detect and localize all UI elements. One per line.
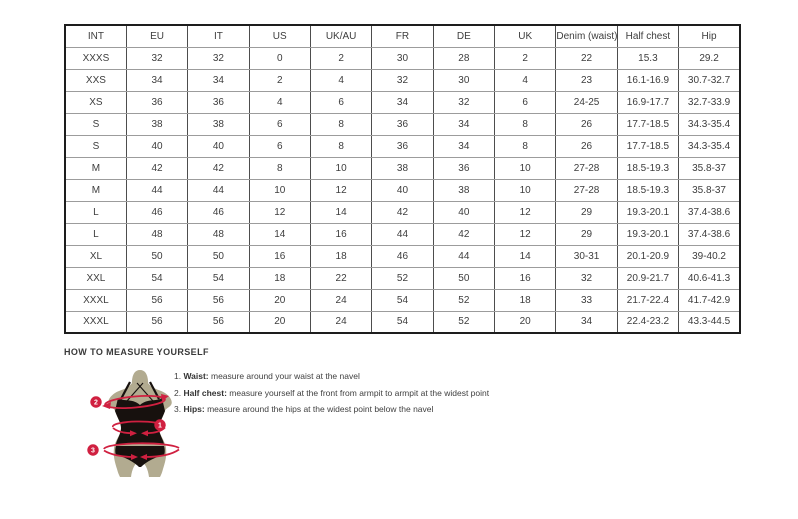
column-header: US [249, 25, 310, 47]
table-cell: 10 [495, 179, 556, 201]
table-cell: 18 [310, 245, 371, 267]
table-cell: XS [65, 91, 126, 113]
table-row [65, 201, 740, 223]
table-cell: 52 [372, 267, 433, 289]
column-header: Hip [679, 25, 740, 47]
table-row [65, 157, 740, 179]
table-cell: S [65, 135, 126, 157]
table-cell: 16 [249, 245, 310, 267]
table-cell: 32 [372, 69, 433, 91]
table-cell: 35.8-37 [679, 157, 740, 179]
table-cell: 40 [188, 135, 249, 157]
table-cell: 20 [495, 311, 556, 333]
table-cell: 8 [495, 113, 556, 135]
section-heading: HOW TO MEASURE YOURSELF [64, 347, 209, 357]
table-cell: 16 [495, 267, 556, 289]
table-cell: 30.7-32.7 [679, 69, 740, 91]
table-cell: 38 [188, 113, 249, 135]
table-cell: 16 [310, 223, 371, 245]
table-cell: 38 [372, 157, 433, 179]
table-cell: 15.3 [617, 47, 678, 69]
table-cell: 37.4-38.6 [679, 223, 740, 245]
table-cell: 46 [372, 245, 433, 267]
table-cell: L [65, 201, 126, 223]
table-cell: 29.2 [679, 47, 740, 69]
column-header: IT [188, 25, 249, 47]
table-header-row [65, 25, 740, 47]
badge-waist-number: 1 [158, 422, 162, 430]
badge-chest [90, 396, 101, 407]
table-cell: 40 [433, 201, 494, 223]
table-cell: 42 [372, 201, 433, 223]
table-cell: 34 [556, 311, 617, 333]
table-cell: 46 [126, 201, 187, 223]
table-cell: 34 [433, 113, 494, 135]
table-cell: 20.9-21.7 [617, 267, 678, 289]
table-cell: 12 [310, 179, 371, 201]
table-cell: 34.3-35.4 [679, 135, 740, 157]
table-cell: 50 [433, 267, 494, 289]
table-row [65, 289, 740, 311]
table-cell: 14 [495, 245, 556, 267]
table-cell: XXXS [65, 47, 126, 69]
table-cell: 40.6-41.3 [679, 267, 740, 289]
table-cell: 4 [310, 69, 371, 91]
table-cell: 32 [556, 267, 617, 289]
table-cell: 34 [433, 135, 494, 157]
column-header: Denim (waist) [556, 25, 617, 47]
table-cell: 56 [126, 289, 187, 311]
table-cell: 6 [310, 91, 371, 113]
table-cell: 2 [495, 47, 556, 69]
table-cell: 19.3-20.1 [617, 223, 678, 245]
table-cell: 8 [310, 135, 371, 157]
table-cell: 21.7-22.4 [617, 289, 678, 311]
table-cell: 16.1-16.9 [617, 69, 678, 91]
table-cell: 32 [433, 91, 494, 113]
table-cell: 38 [433, 179, 494, 201]
table-cell: 29 [556, 223, 617, 245]
size-chart-table [64, 24, 741, 334]
table-cell: 44 [433, 245, 494, 267]
table-cell: 29 [556, 201, 617, 223]
column-header: UK [495, 25, 556, 47]
table-cell: 30 [372, 47, 433, 69]
table-cell: 10 [249, 179, 310, 201]
table-cell: 35.8-37 [679, 179, 740, 201]
table-cell: 42 [188, 157, 249, 179]
table-cell: 8 [249, 157, 310, 179]
table-cell: 34 [372, 91, 433, 113]
table-cell: 14 [310, 201, 371, 223]
column-header: EU [126, 25, 187, 47]
table-cell: 32.7-33.9 [679, 91, 740, 113]
column-header: Half chest [617, 25, 678, 47]
table-cell: 36 [372, 113, 433, 135]
table-cell: 14 [249, 223, 310, 245]
table-cell: 8 [495, 135, 556, 157]
table-cell: 0 [249, 47, 310, 69]
measure-instruction: 3. Hips: measure around the hips at the widest point below the navel [174, 404, 434, 414]
table-cell: 10 [495, 157, 556, 179]
table-cell: XXL [65, 267, 126, 289]
table-cell: 39-40.2 [679, 245, 740, 267]
table-cell: XXS [65, 69, 126, 91]
table-cell: 22 [556, 47, 617, 69]
table-cell: 24 [310, 311, 371, 333]
table-cell: 28 [433, 47, 494, 69]
table-cell: 44 [126, 179, 187, 201]
measure-instruction: 1. Waist: measure around your waist at the navel [174, 371, 360, 381]
table-cell: 32 [126, 47, 187, 69]
table-row [65, 245, 740, 267]
table-row [65, 69, 740, 91]
table-cell: 8 [310, 113, 371, 135]
table-cell: 36 [372, 135, 433, 157]
table-cell: 18 [249, 267, 310, 289]
table-cell: 37.4-38.6 [679, 201, 740, 223]
table-cell: 54 [126, 267, 187, 289]
table-cell: 24 [310, 289, 371, 311]
table-cell: M [65, 157, 126, 179]
table-cell: 4 [495, 69, 556, 91]
table-cell: 56 [126, 311, 187, 333]
table-cell: 46 [188, 201, 249, 223]
table-row [65, 267, 740, 289]
badge-hips-number: 3 [91, 447, 95, 455]
table-cell: 27-28 [556, 157, 617, 179]
table-cell: 2 [249, 69, 310, 91]
table-cell: 42 [126, 157, 187, 179]
table-cell: 20 [249, 289, 310, 311]
table-cell: 40 [126, 135, 187, 157]
table-cell: 56 [188, 289, 249, 311]
table-cell: 16.9-17.7 [617, 91, 678, 113]
table-cell: 42 [433, 223, 494, 245]
table-row [65, 113, 740, 135]
table-cell: 36 [188, 91, 249, 113]
table-row [65, 311, 740, 333]
table-row [65, 223, 740, 245]
table-cell: L [65, 223, 126, 245]
table-cell: 54 [372, 311, 433, 333]
table-cell: 41.7-42.9 [679, 289, 740, 311]
table-cell: 6 [249, 113, 310, 135]
column-header: UK/AU [310, 25, 371, 47]
table-cell: 52 [433, 311, 494, 333]
table-cell: 36 [126, 91, 187, 113]
table-cell: 17.7-18.5 [617, 113, 678, 135]
table-row [65, 135, 740, 157]
table-cell: 17.7-18.5 [617, 135, 678, 157]
table-cell: 18.5-19.3 [617, 179, 678, 201]
measure-instructions [174, 371, 489, 421]
table-cell: 48 [126, 223, 187, 245]
table-cell: 10 [310, 157, 371, 179]
table-cell: 24-25 [556, 91, 617, 113]
table-cell: 18.5-19.3 [617, 157, 678, 179]
table-row [65, 179, 740, 201]
table-cell: S [65, 113, 126, 135]
table-cell: 32 [188, 47, 249, 69]
table-cell: 26 [556, 135, 617, 157]
table-cell: 44 [188, 179, 249, 201]
table-cell: 6 [249, 135, 310, 157]
column-header: DE [433, 25, 494, 47]
table-cell: 52 [433, 289, 494, 311]
table-cell: 36 [433, 157, 494, 179]
table-cell: 12 [249, 201, 310, 223]
table-cell: 43.3-44.5 [687, 316, 731, 328]
table-cell: 26 [556, 113, 617, 135]
table-cell: 48 [188, 223, 249, 245]
table-cell: 18 [495, 289, 556, 311]
table-cell: 23 [556, 69, 617, 91]
column-header: FR [372, 25, 433, 47]
table-cell: XXXL [65, 311, 126, 333]
table-cell: 6 [495, 91, 556, 113]
table-cell: XL [65, 245, 126, 267]
table-cell: 4 [249, 91, 310, 113]
column-header: INT [65, 25, 126, 47]
badge-chest-number: 2 [94, 399, 98, 407]
table-cell: 33 [556, 289, 617, 311]
table-cell: 54 [188, 267, 249, 289]
table-row [65, 47, 740, 69]
table-cell: 19.3-20.1 [617, 201, 678, 223]
table-cell: 27-28 [556, 179, 617, 201]
table-cell: 50 [188, 245, 249, 267]
table-cell: 50 [126, 245, 187, 267]
table-cell: 40 [372, 179, 433, 201]
badge-waist [154, 419, 165, 430]
badge-hips [87, 444, 98, 455]
table-cell: 34 [188, 69, 249, 91]
table-row [65, 91, 740, 113]
table-cell: 22 [310, 267, 371, 289]
table-cell: 54 [372, 289, 433, 311]
table-cell: M [65, 179, 126, 201]
table-cell: 12 [495, 201, 556, 223]
measure-instruction: 2. Half chest: measure yourself at the front from armpit to armpit at the widest point [174, 387, 490, 398]
table-cell: 30-31 [556, 245, 617, 267]
table-cell: 44 [372, 223, 433, 245]
table-cell: 38 [126, 113, 187, 135]
table-cell: 20 [249, 311, 310, 333]
table-cell: 34.3-35.4 [679, 113, 740, 135]
table-cell: 30 [433, 69, 494, 91]
table-cell: 12 [495, 223, 556, 245]
table-cell: XXXL [65, 289, 126, 311]
table-cell: 20.1-20.9 [617, 245, 678, 267]
table-cell: 56 [188, 311, 249, 333]
table-cell: 2 [310, 47, 371, 69]
table-cell: 22.4-23.2 [617, 311, 678, 333]
table-cell: 34 [126, 69, 187, 91]
